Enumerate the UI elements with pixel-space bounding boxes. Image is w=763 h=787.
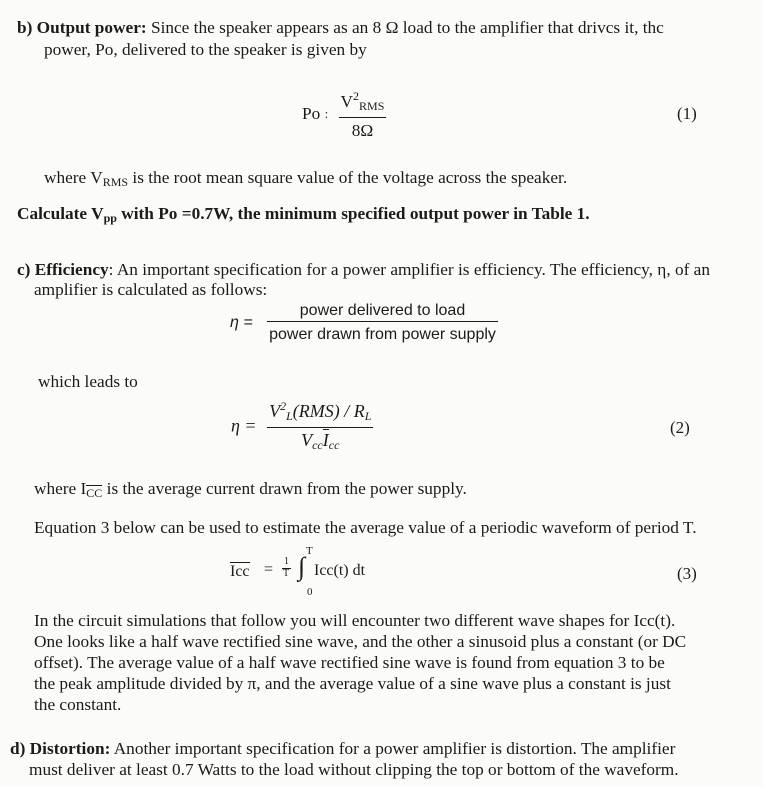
eq1-op: : xyxy=(324,106,329,121)
eq2-numerator: $V^2_L(RMS) / R_L$ xyxy=(269,399,372,423)
eq3-lhs: Icc xyxy=(230,563,250,580)
section-c-line1 xyxy=(17,259,710,280)
paragraph-line: the constant. xyxy=(34,695,122,714)
section-b-line2: power, Po, delivered to the speaker is given by xyxy=(44,40,367,59)
eq1-lhs: Po xyxy=(302,104,321,123)
section-d-line1 xyxy=(10,738,675,759)
eta-denominator: power drawn from power supply xyxy=(267,321,498,345)
section-d-text1: Another important specification for a power amplifier is distortion. The amplifier xyxy=(113,739,676,758)
eq3-number: (3) xyxy=(677,564,697,583)
eq1-number: (1) xyxy=(677,104,697,123)
eq1-numerator: $V^2_{RMS}$ xyxy=(340,89,385,113)
paragraph-line: In the circuit simulations that follow you will encounter two different wave shapes for Icc(t). xyxy=(34,611,676,630)
equation-3 xyxy=(230,545,430,598)
section-d-line2: must deliver at least 0.7 Watts to the load without clipping the top or bottom of the waveform. xyxy=(29,760,679,779)
section-d-label: d) Distortion: xyxy=(10,739,111,758)
eq3-int-lower: 0 xyxy=(307,586,313,598)
integral-sign: ∫ xyxy=(298,552,306,581)
section-c-line2: amplifier is calculated as follows: xyxy=(34,280,268,299)
eq2-number: (2) xyxy=(670,418,690,437)
paragraph-line: offset). The average value of a half wave rectified sine wave is found from equation 3 to be xyxy=(34,653,665,672)
section-c-label: c) Efficiency xyxy=(17,260,109,279)
section-c-where: where $I_{CC}$ is the average current drawn from the power supply. xyxy=(34,479,467,500)
paragraph-line: the peak amplitude divided by π, and the average value of a sine wave plus a constant is just xyxy=(34,674,671,693)
eq3-intro: Equation 3 below can be used to estimate the average value of a periodic waveform of period T. xyxy=(34,518,697,537)
efficiency-definition: η = $\frac{\text{power delivered to load}}{\text{power drawn from power supply}}$ xyxy=(230,302,496,343)
paragraph-line: One looks like a half wave rectified sine wave, and the other a sinusoid plus a constant (or DC xyxy=(34,632,687,651)
section-b-task: Calculate $V_{pp}$ with Po =0.7W, the minimum specified output power in Table 1. xyxy=(17,204,590,225)
equation-1 xyxy=(302,86,386,141)
which-leads-to: which leads to xyxy=(38,372,138,391)
waveform-paragraph xyxy=(34,610,686,715)
eq2-denominator: $V_{cc}I_{cc}$ xyxy=(267,427,373,456)
eq1-fraction xyxy=(339,86,387,141)
eq3-frac-den: T xyxy=(283,568,290,579)
eq3-int-upper: T xyxy=(306,545,313,557)
eq1-denominator: 8Ω xyxy=(339,117,387,141)
eq3-body: Icc(t) dt xyxy=(314,562,366,579)
section-b-line1 xyxy=(17,17,664,38)
section-b-label: b) Output power: xyxy=(17,18,147,37)
section-b-where: where $V_{RMS}$ is the root mean square value of the voltage across the speaker. xyxy=(44,168,568,189)
section-b-text1: Since the speaker appears as an 8 Ω load to the amplifier that drivcs it, thc xyxy=(150,18,664,37)
eq3-frac-num: 1 xyxy=(284,556,289,567)
eq3-equals: = xyxy=(264,561,274,578)
section-c-text1: : An important specification for a power amplifier is efficiency. The efficiency, η, of an xyxy=(108,260,710,279)
eta-numerator: power delivered to load xyxy=(299,302,466,319)
equation-2: η = $\frac{V^2_L(RMS) / R_L}{V_{cc}I_{cc}}$ xyxy=(231,396,373,456)
